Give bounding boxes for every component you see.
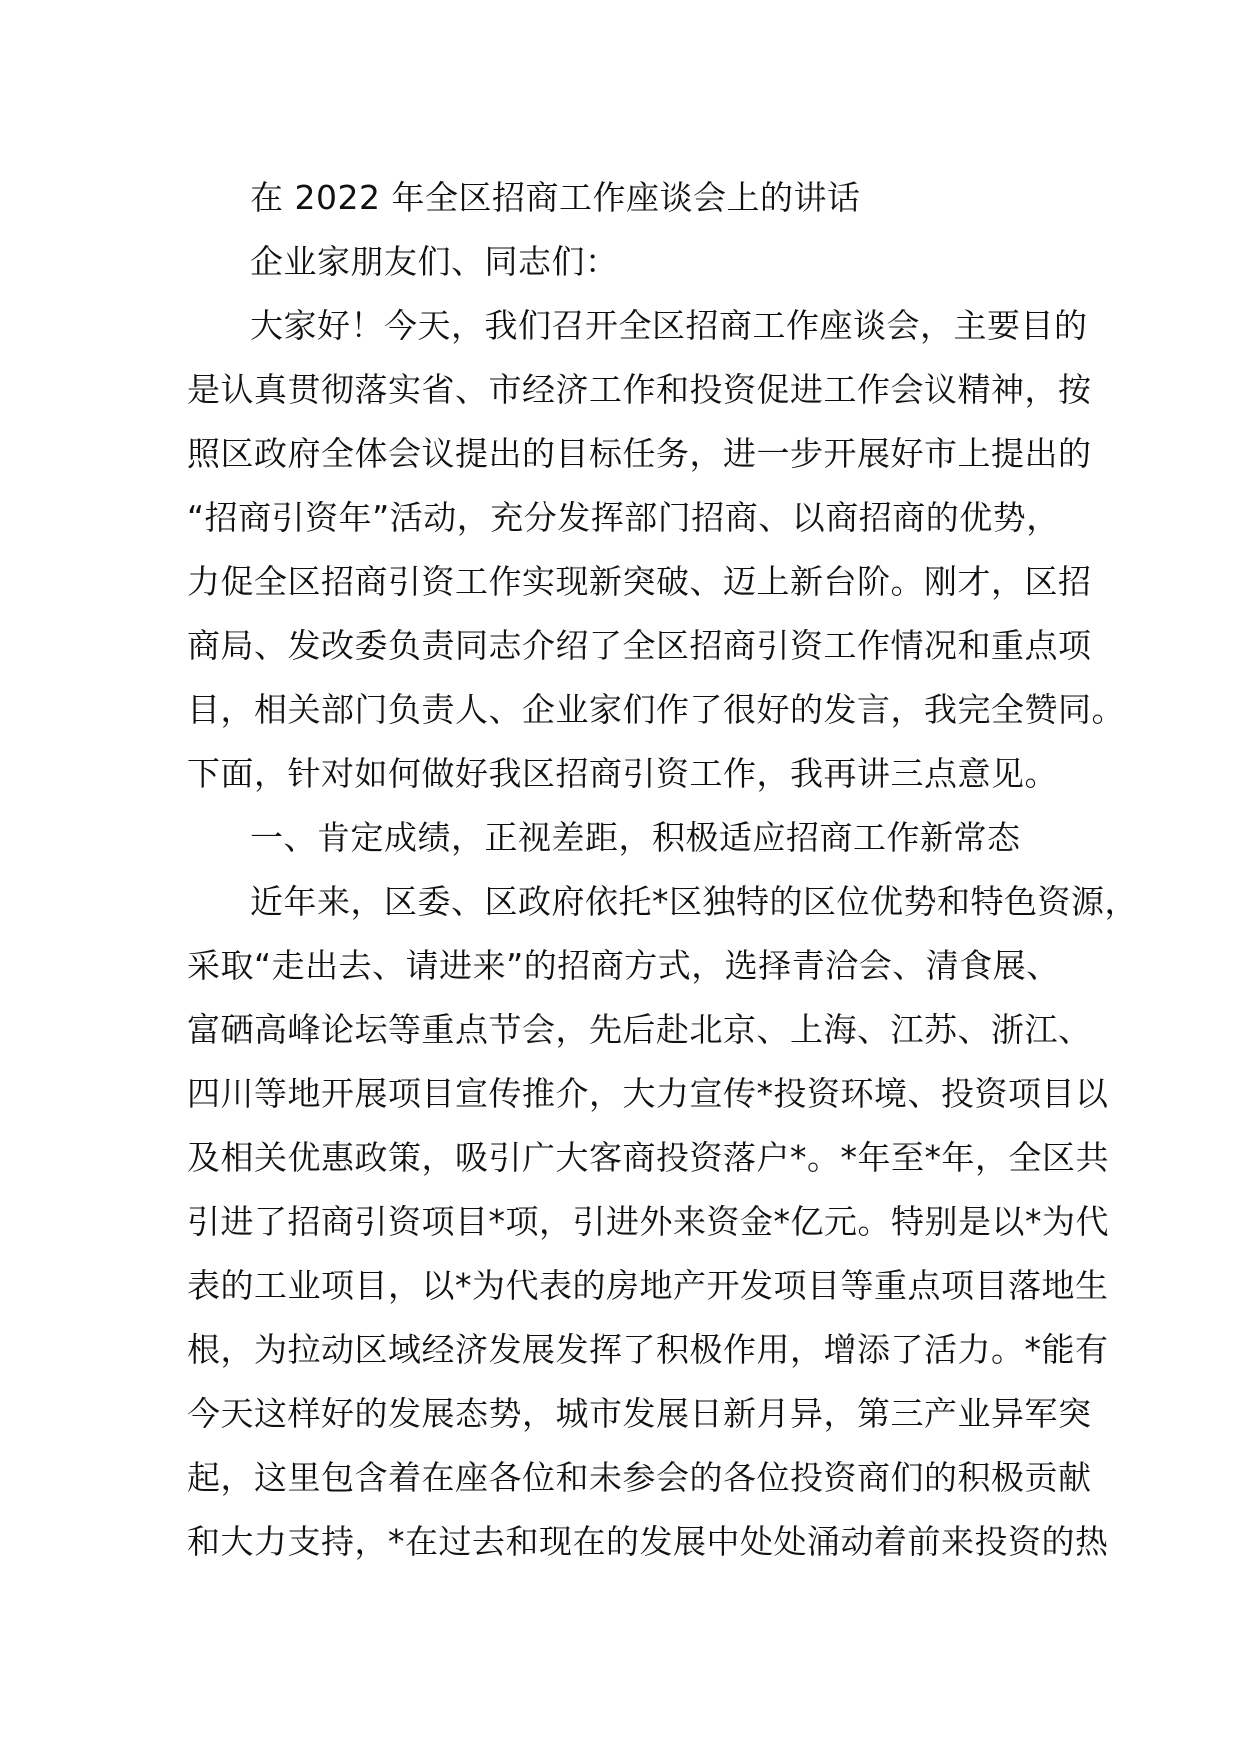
paragraph-line: 大家好！今天，我们召开全区招商工作座谈会，主要目的	[250, 306, 1088, 345]
paragraph-line: 起，这里包含着在座各位和未参会的各位投资商们的积极贡献	[187, 1458, 1092, 1497]
paragraph-line: “招商引资年”活动，充分发挥部门招商、以商招商的优势，	[187, 498, 1060, 537]
paragraph-line: 采取“走出去、请进来”的招商方式，选择青洽会、清食展、	[187, 946, 1060, 985]
speech-title: 在 2022 年全区招商工作座谈会上的讲话	[250, 178, 861, 217]
paragraph-line: 表的工业项目，以*为代表的房地产开发项目等重点项目落地生	[187, 1266, 1109, 1305]
paragraph-line: 商局、发改委负责同志介绍了全区招商引资工作情况和重点项	[187, 626, 1092, 665]
paragraph-line: 四川等地开展项目宣传推介，大力宣传*投资环境、投资项目以	[187, 1074, 1109, 1113]
paragraph-line: 力促全区招商引资工作实现新突破、迈上新台阶。刚才，区招	[187, 562, 1092, 601]
salutation: 企业家朋友们、同志们：	[250, 242, 619, 281]
paragraph-line: 引进了招商引资项目*项，引进外来资金*亿元。特别是以*为代	[187, 1202, 1109, 1241]
paragraph-line: 是认真贯彻落实省、市经济工作和投资促进工作会议精神，按	[187, 370, 1092, 409]
section-heading: 一、肯定成绩，正视差距，积极适应招商工作新常态	[250, 818, 1021, 857]
paragraph-line: 下面，针对如何做好我区招商引资工作，我再讲三点意见。	[187, 754, 1058, 793]
paragraph-line: 今天这样好的发展态势，城市发展日新月异，第三产业异军突	[187, 1394, 1092, 1433]
paragraph-line: 富硒高峰论坛等重点节会，先后赴北京、上海、江苏、浙江、	[187, 1010, 1092, 1049]
paragraph-line: 照区政府全体会议提出的目标任务，进一步开展好市上提出的	[187, 434, 1092, 473]
paragraph-line: 和大力支持，*在过去和现在的发展中处处涌动着前来投资的热	[187, 1522, 1109, 1561]
paragraph-line: 及相关优惠政策，吸引广大客商投资落户*。*年至*年，全区共	[187, 1138, 1109, 1177]
paragraph-line: 目，相关部门负责人、企业家们作了很好的发言，我完全赞同。	[187, 690, 1125, 729]
paragraph-line: 根，为拉动区域经济发展发挥了积极作用，增添了活力。*能有	[187, 1330, 1109, 1369]
paragraph-line: 近年来，区委、区政府依托*区独特的区位优势和特色资源，	[250, 882, 1138, 921]
